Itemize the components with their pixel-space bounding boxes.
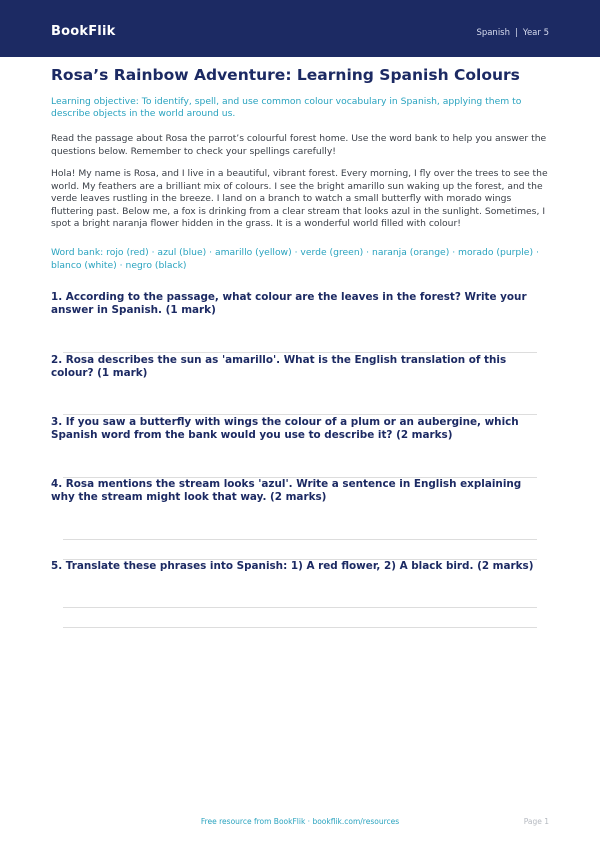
- header-bar: [0, 0, 600, 57]
- subject-meta: [476, 28, 549, 38]
- answer-line: [63, 607, 537, 608]
- question-1: 1. According to the passage, what colour are the leaves in the forest? Write your answer in Spanish. (1 mark): [51, 291, 527, 316]
- reading-passage: Hola! My name is Rosa, and I live in a beautiful, vibrant forest. Every morning, I fly over the trees to see the world. My feathers are a brilliant mix of colours. I see the bright amarillo sun waking up the forest, and the verde leaves rustling in the breeze. I land on a branch to watch a small butterfly with morado wings fluttering past. Below me, a fox is drinking from a clear stream that looks azul in the sunlight. Sometimes, I spot a bright naranja flower hidden in the grass. It is a wonderful world filled with colour!: [51, 168, 548, 229]
- meta-separator: |: [515, 28, 518, 38]
- instructions: Read the passage about Rosa the parrot’s colourful forest home. Use the word bank to help you answer the questions below. Remember to check your spellings carefully!: [51, 133, 547, 157]
- answer-line: [63, 627, 537, 628]
- question-2: 2. Rosa describes the sun as 'amarillo'. What is the English translation of this colour? (1 mark): [51, 354, 507, 379]
- answer-line: [63, 539, 537, 540]
- page-number: Page 1: [523, 817, 549, 826]
- brand-logo[interactable]: BookFlik: [51, 24, 116, 39]
- question-5: 5. Translate these phrases into Spanish: 1) A red flower, 2) A black bird. (2 marks): [51, 560, 534, 572]
- subject-label: Spanish: [476, 28, 511, 38]
- page-title: Rosa’s Rainbow Adventure: Learning Spanish Colours: [51, 66, 520, 84]
- footer-credit[interactable]: Free resource from BookFlik · bookflik.com/resources: [200, 817, 400, 826]
- learning-objective: Learning objective: To identify, spell, and use common colour vocabulary in Spanish, applying them to describe objects in the world around us.: [51, 96, 522, 119]
- question-4: 4. Rosa mentions the stream looks 'azul'. Write a sentence in English explaining why the stream might look that way. (2 marks): [51, 478, 522, 503]
- year-label: Year 5: [522, 28, 549, 38]
- question-3: 3. If you saw a butterfly with wings the colour of a plum or an aubergine, which Spanish word from the bank would you use to describe it? (2 marks): [51, 416, 519, 441]
- answer-line: [63, 352, 537, 353]
- answer-line: [63, 414, 537, 415]
- word-bank: Word bank: rojo (red) · azul (blue) · amarillo (yellow) · verde (green) · naranja (orange) · morado (purple) · blanco (white) · negro (black): [51, 247, 539, 271]
